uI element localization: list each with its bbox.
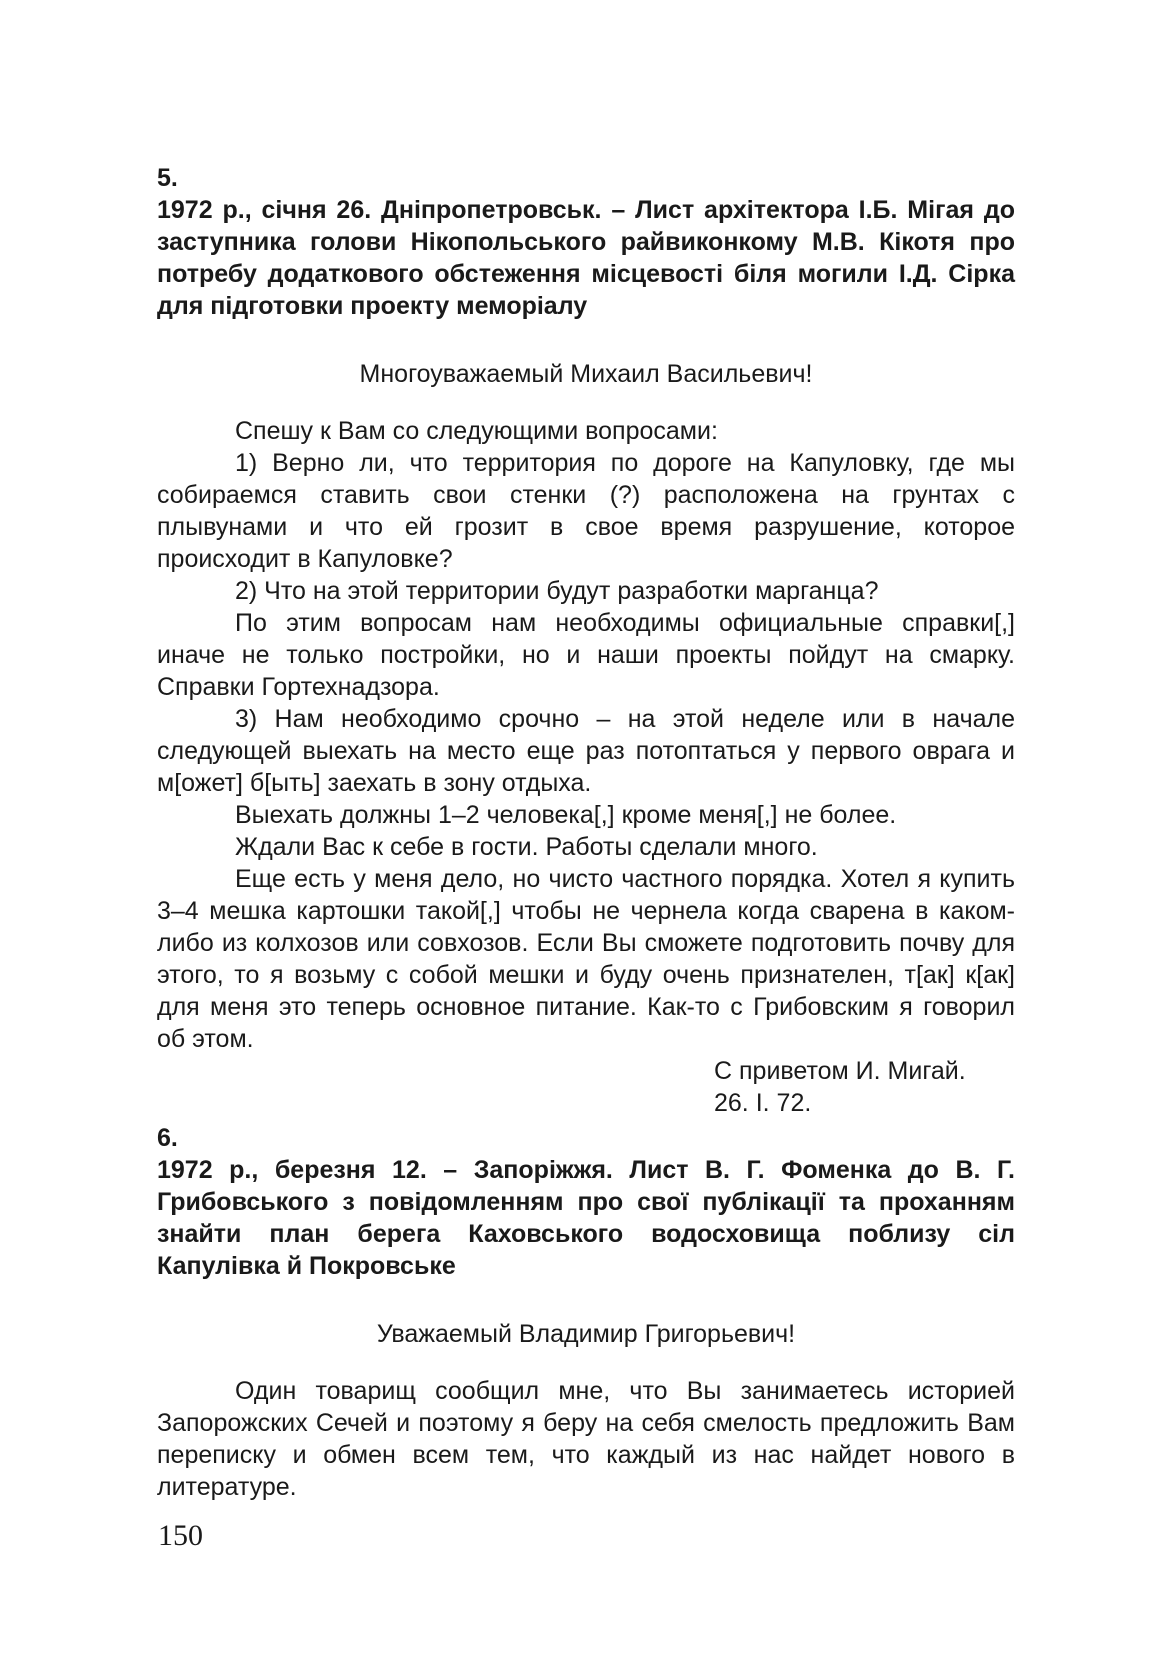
- document-number: 5.: [157, 164, 178, 192]
- signature: С приветом И. Мигай.: [714, 1057, 966, 1085]
- page-number: 150: [158, 1519, 203, 1552]
- paragraph: 2) Что на этой территории будут разработки марганца?: [235, 577, 879, 605]
- salutation: Многоуважаемый Михаил Васильевич!: [359, 360, 813, 388]
- paragraph: Ждали Вас к себе в гости. Работы сделали много.: [235, 833, 818, 861]
- paragraph: 3) Нам необходимо срочно – на этой неделе или в начале следующей выехать на место еще раз потоптаться у первого оврага и м[ожет] б[ыть] заехать в зону отдыха.: [157, 705, 1015, 797]
- paragraph: Выехать должны 1–2 человека[,] кроме меня[,] не более.: [235, 801, 897, 829]
- letter-body: [157, 358, 1015, 1119]
- document-heading: 1972 р., січня 26. Дніпропетровськ. – Лист архітектора І.Б. Мігая до заступника голови Нікопольського райвиконкому М.В. Кікотя про потребу додаткового обстеження місцевості біля могили І.Д. Сірка для підготовки проекту меморіалу: [157, 196, 1015, 320]
- paragraph: По этим вопросам нам необходимы официальные справки[,] иначе не только постройки, но и наши проекты пойдут на смарку. Справки Гортехнадзора.: [157, 609, 1015, 701]
- paragraph: Один товарищ сообщил мне, что Вы занимаетесь историей Запорожских Сечей и поэтому я беру на себя смелость предложить Вам переписку и обмен всем тем, что каждый из нас найдет нового в литературе.: [157, 1377, 1015, 1501]
- letter-body: [157, 1318, 1015, 1503]
- document-number: 6.: [157, 1124, 178, 1152]
- document-heading: 1972 р., березня 12. – Запоріжжя. Лист В. Г. Фоменка до В. Г. Грибовського з повідомленням про свої публікації та проханням знайти план берега Каховського водосховища поблизу сіл Капулівка й Покровське: [157, 1156, 1015, 1280]
- salutation: Уважаемый Владимир Григорьевич!: [376, 1320, 796, 1348]
- document-5: [157, 162, 1015, 1119]
- document-6: [157, 1122, 1015, 1503]
- paragraph: Еще есть у меня дело, но чисто частного порядка. Хотел я купить 3–4 мешка картошки такой[,] чтобы не чернела когда сварена в каком-либо из колхозов или совхозов. Если Вы сможете подготовить почву для этого, то я возьму с собой мешки и буду очень признателен, т[ак] к[ак] для меня это теперь основное питание. Как-то с Грибовским я говорил об этом.: [157, 865, 1015, 1053]
- paragraph: Спешу к Вам со следующими вопросами:: [235, 417, 718, 445]
- letter-date: 26. I. 72.: [714, 1089, 812, 1117]
- paragraph: 1) Верно ли, что территория по дороге на Капуловку, где мы собираемся ставить свои стенки (?) расположена на грунтах с плывунами и что ей грозит в свое время разрушение, которое происходит в Капуловке?: [157, 449, 1015, 573]
